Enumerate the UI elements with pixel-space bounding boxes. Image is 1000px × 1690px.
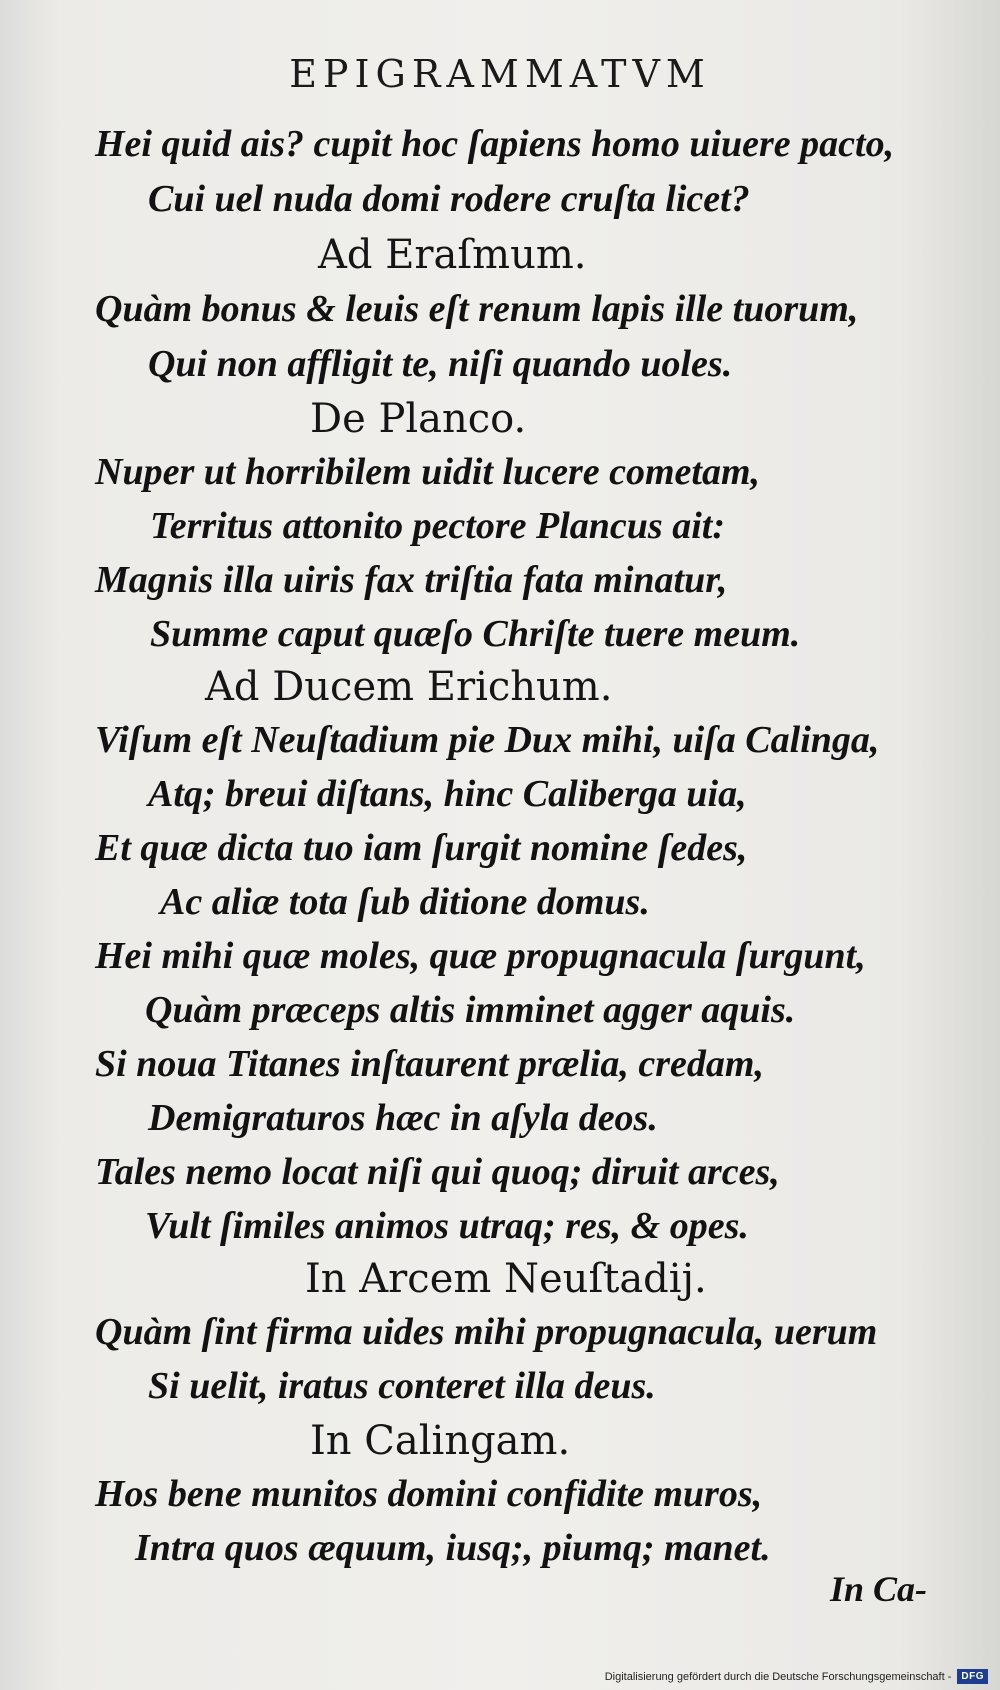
verse-line: Qui non affligit te, niſi quando uoles. [148, 343, 733, 385]
verse-line: Summe caput quæſo Chriſte tuere meum. [150, 613, 801, 655]
dfg-logo-icon: DFG [957, 1669, 988, 1684]
poem-title: Ad Ducem Erichum. [205, 664, 613, 710]
running-head: EPIGRAMMATVM [289, 52, 711, 96]
verse-line: Nuper ut horribilem uidit lucere cometam, [95, 451, 761, 493]
verse-line: Quàm bonus & leuis eſt renum lapis ille tuorum, [95, 288, 859, 330]
verse-line: Atq; breui diſtans, hinc Caliberga uia, [148, 773, 747, 815]
verse-line: Quàm præceps altis imminet agger aquis. [145, 989, 796, 1031]
verse-line: Viſum eſt Neuſtadium pie Dux mihi, uiſa Calinga, [95, 719, 880, 761]
verse-line: Hos bene munitos domini confidite muros, [95, 1473, 763, 1515]
verse-line: Si noua Titanes inſtaurent prælia, credam, [95, 1043, 764, 1085]
verse-line: Tales nemo locat niſi qui quoq; diruit arces, [95, 1151, 780, 1193]
poem-title: In Arcem Neuſtadij. [305, 1256, 707, 1302]
catchword: In Ca- [830, 1569, 928, 1609]
verse-line: Et quæ dicta tuo iam ſurgit nomine ſedes, [95, 827, 748, 869]
digitization-credit [605, 1669, 988, 1684]
verse-line: Territus attonito pectore Plancus ait: [150, 505, 725, 547]
poem-title: Ad Eraſmum. [318, 232, 587, 278]
verse-line: Si uelit, iratus conteret illa deus. [148, 1365, 656, 1407]
verse-line: Magnis illa uiris fax triſtia fata minatur, [95, 559, 728, 601]
verse-line: Hei mihi quæ moles, quæ propugnacula ſurgunt, [95, 935, 866, 977]
verse-line: Demigraturos hæc in aſyla deos. [148, 1097, 658, 1139]
verse-line: Quàm ſint firma uides mihi propugnacula, uerum [95, 1311, 878, 1353]
credit-text: Digitalisierung gefördert durch die Deutsche Forschungsgemeinschaft - [604, 1670, 952, 1683]
poem-title: De Planco. [310, 396, 527, 442]
verse-line: Ac aliæ tota ſub ditione domus. [160, 881, 650, 923]
verse-line: Intra quos æquum, iusq;, piumq; manet. [135, 1527, 771, 1569]
verse-line: Cui uel nuda domi rodere cruſta licet? [148, 178, 750, 220]
verse-line: Hei quid ais? cupit hoc ſapiens homo uiuere pacto, [95, 123, 895, 165]
verse-line: Vult ſimiles animos utraq; res, & opes. [145, 1205, 749, 1247]
poem-title: In Calingam. [310, 1418, 571, 1464]
